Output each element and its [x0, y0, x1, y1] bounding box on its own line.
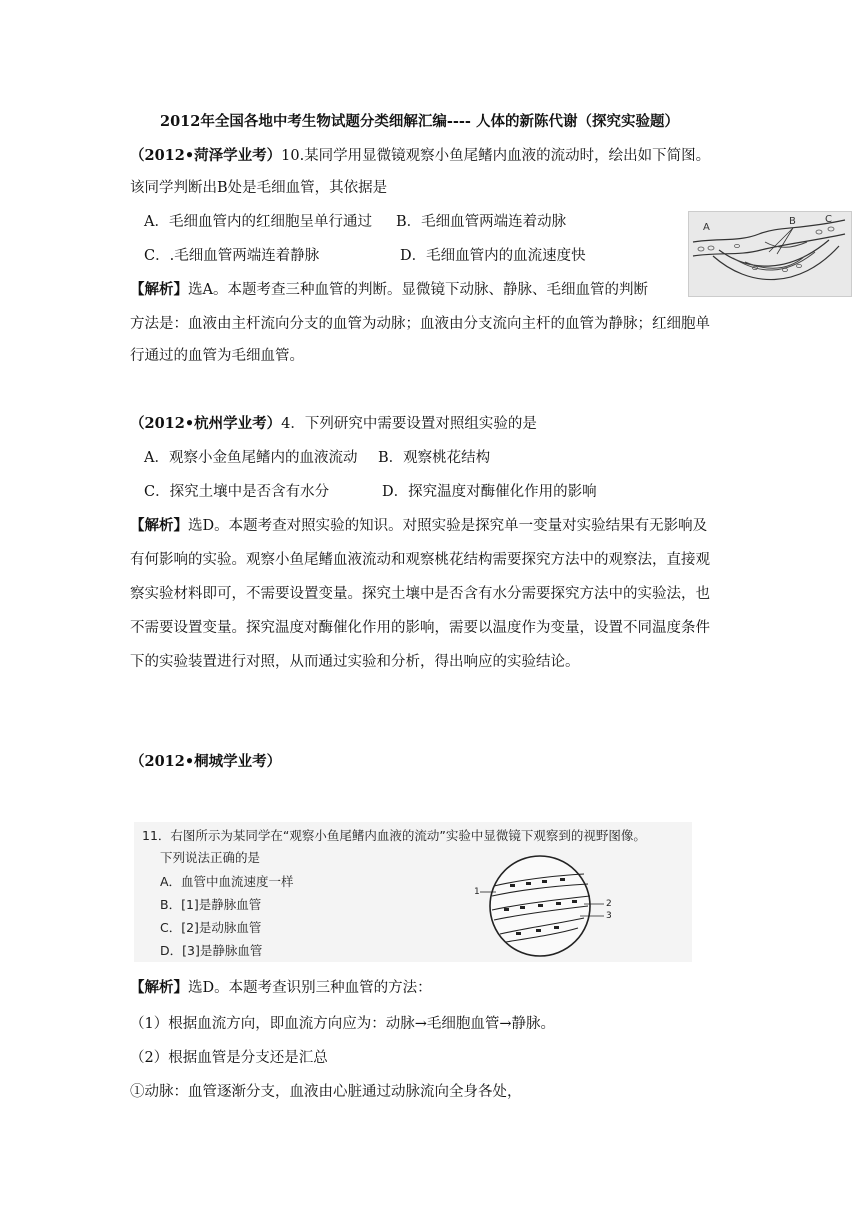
- q1-option-b: B．毛细血管两端连着动脉: [396, 214, 567, 230]
- q2-analysis-line-1: [130, 516, 707, 536]
- q3-figure-label-3: 3: [606, 911, 612, 921]
- q2-stem-line: [130, 414, 537, 434]
- document-title: 2012年全国各地中考生物试题分类细解汇编---- 人体的新陈代谢（探究实验题）: [160, 113, 679, 130]
- q1-stem-line-2: 该同学判断出B处是毛细血管，其依据是: [130, 180, 388, 196]
- q1-source: （2012•菏泽学业考）: [130, 147, 282, 164]
- q3-image-option-d: D．[3]是静脉血管: [160, 943, 263, 958]
- q1-analysis-line-3: 行通过的血管为毛细血管。: [130, 348, 304, 364]
- q2-option-b: B．观察桃花结构: [378, 450, 491, 466]
- q1-stem: 10.某同学用显微镜观察小鱼尾鳍内血液的流动时，绘出如下简图。: [281, 148, 711, 164]
- q1-option-c: C．.毛细血管两端连着静脉: [144, 248, 320, 264]
- q1-analysis-line-1: [130, 280, 648, 300]
- q2-option-d: D．探究温度对酶催化作用的影响: [382, 484, 597, 500]
- q3-analysis-text: 选D。本题考查识别三种血管的方法：: [188, 980, 432, 996]
- q1-analysis-line-2: 方法是：血液由主杆流向分支的血管为动脉；血液由分支流向主杆的血管为静脉；红细胞单: [130, 316, 710, 332]
- q3-point-3: ①动脉：血管逐渐分支，血液由心脏通过动脉流向全身各处，: [130, 1084, 522, 1100]
- q3-image-stem-1: 11．右图所示为某同学在“观察小鱼尾鳍内血液的流动”实验中显微镜下观察到的视野图像。: [142, 828, 646, 843]
- q3-point-2: （2）根据血管是分支还是汇总: [130, 1050, 328, 1066]
- q2-analysis-line-5: 下的实验装置进行对照，从而通过实验和分析，得出响应的实验结论。: [130, 654, 580, 670]
- q3-question-image: [134, 822, 692, 962]
- q2-analysis-line-4: 不需要设置变量。探究温度对酶催化作用的影响，需要以温度作为变量，设置不同温度条件: [130, 620, 710, 636]
- q3-figure-label-2: 2: [606, 899, 612, 909]
- q1-figure-label-a: A: [703, 222, 710, 233]
- q2-source: （2012•杭州学业考）: [130, 415, 282, 432]
- q2-stem: 4．下列研究中需要设置对照组实验的是: [281, 416, 537, 432]
- q1-analysis-text: 选A。本题考查三种血管的判断。显微镜下动脉、静脉、毛细血管的判断: [188, 282, 648, 298]
- q3-image-option-b: B．[1]是静脉血管: [160, 897, 262, 912]
- q1-option-a: A．毛细血管内的红细胞呈单行通过: [144, 214, 372, 230]
- q1-figure-label-b: B: [789, 216, 796, 227]
- q1-option-d: D．毛细血管内的血流速度快: [400, 248, 586, 264]
- q1-figure-drawing: [689, 212, 851, 296]
- q2-option-c: C．探究土壤中是否含有水分: [144, 484, 330, 500]
- q1-blood-vessel-figure: [688, 211, 852, 297]
- q3-figure-label-1: 1: [474, 887, 480, 897]
- q3-point-1: （1）根据血流方向，即血流方向应为：动脉→毛细胞血管→静脉。: [130, 1016, 556, 1032]
- q1-stem-line-1: [130, 146, 710, 166]
- q2-analysis-text: 选D。本题考查对照实验的知识。对照实验是探究单一变量对实验结果有无影响及: [188, 518, 708, 534]
- q3-analysis-line-1: [130, 978, 432, 998]
- q3-source: （2012•桐城学业考）: [130, 753, 282, 770]
- q2-analysis-line-2: 有何影响的实验。观察小鱼尾鳍血液流动和观察桃花结构需要探究方法中的观察法，直接观: [130, 552, 710, 568]
- q2-analysis-label: 【解析】: [130, 517, 188, 534]
- q3-image-option-c: C．[2]是动脉血管: [160, 920, 262, 935]
- q2-option-a: A．观察小金鱼尾鳍内的血液流动: [144, 450, 358, 466]
- q1-analysis-label: 【解析】: [130, 281, 188, 298]
- q1-figure-label-c: C: [825, 214, 832, 225]
- q3-image-option-a: A．血管中血流速度一样: [160, 874, 294, 889]
- q3-image-stem-2: 下列说法正确的是: [160, 850, 261, 865]
- q3-analysis-label: 【解析】: [130, 979, 188, 996]
- q2-analysis-line-3: 察实验材料即可，不需要设置变量。探究土壤中是否含有水分需要探究方法中的实验法，也: [130, 586, 710, 602]
